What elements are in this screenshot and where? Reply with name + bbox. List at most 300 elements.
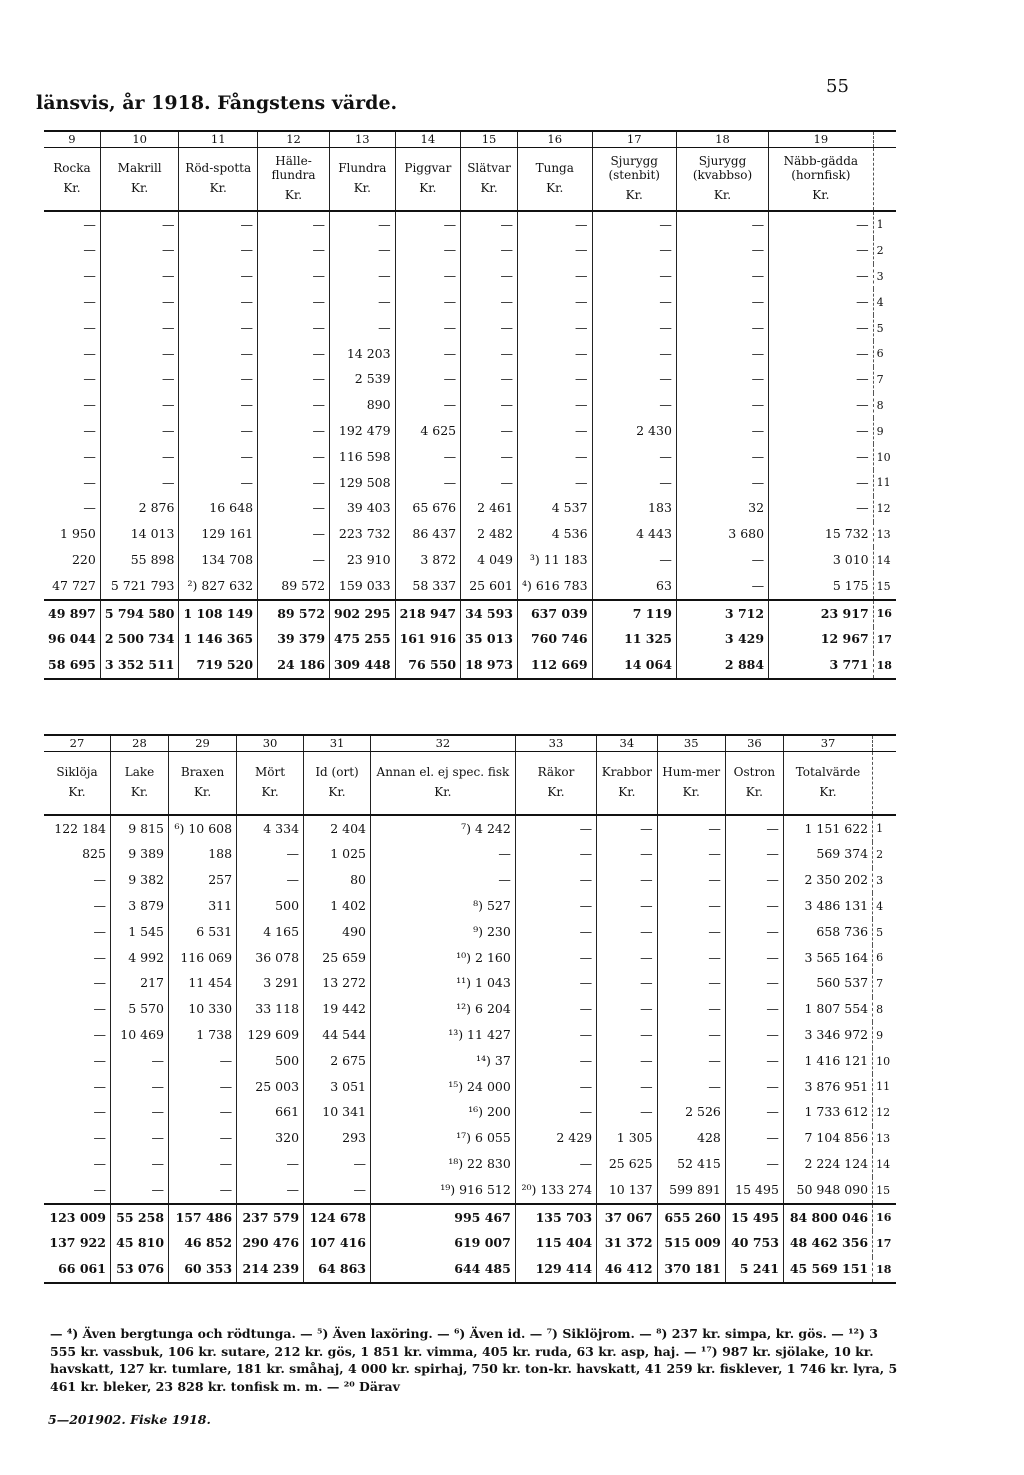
column-name: Hälle-flundra: [271, 154, 316, 183]
table-cell: —: [93, 949, 106, 965]
table-cell: 825: [82, 846, 106, 862]
table-cell: 661: [237, 1100, 304, 1126]
table-cell: —: [676, 264, 768, 290]
row-number: 10: [873, 444, 896, 470]
table-cell: —: [258, 393, 330, 419]
catch-value-table-2: [44, 734, 896, 1284]
table-cell: 760 746: [517, 627, 592, 653]
row-number: 11: [873, 1074, 896, 1100]
column-unit: Kr.: [130, 785, 149, 799]
table-cell: —: [592, 470, 676, 496]
table-cell: —: [93, 1001, 106, 1017]
table-cell: —: [258, 211, 330, 238]
table-cell: —: [597, 997, 657, 1023]
table-cell: —: [769, 444, 874, 470]
column-name: Siklöja: [56, 765, 98, 780]
row-number: 17: [873, 627, 896, 653]
column-number: 28: [110, 735, 168, 752]
table-cell: —: [330, 264, 396, 290]
column-unit: Kr.: [745, 785, 763, 799]
table-cell: 1 545: [110, 919, 168, 945]
table-cell: 11 325: [592, 627, 676, 653]
table-cell: —: [597, 1022, 657, 1048]
column-name: Sjurygg (kvabbso): [692, 154, 753, 183]
table-cell: 2 350 202: [783, 868, 872, 894]
table-cell: —: [597, 1048, 657, 1074]
table-cell: 217: [110, 971, 168, 997]
table-cell: —: [515, 1022, 596, 1048]
column-header: [100, 148, 179, 212]
table-cell: 5 175: [769, 573, 874, 600]
table-cell: —: [395, 470, 461, 496]
column-name: Annan el. ej spec. fisk: [376, 765, 510, 780]
table-cell: 32: [676, 496, 768, 522]
table-cell: —: [83, 319, 96, 335]
table-cell: —: [515, 893, 596, 919]
table-cell: ¹³) 11 427: [371, 1022, 516, 1048]
table-cell: 37 067: [597, 1204, 657, 1231]
table-cell: 2 526: [657, 1100, 725, 1126]
row-number: 13: [873, 522, 896, 548]
table-cell: 12 967: [769, 627, 874, 653]
table-cell: 223 732: [330, 522, 396, 548]
table-cell: —: [769, 496, 874, 522]
table-cell: —: [93, 1156, 106, 1171]
table-cell: 5 794 580: [100, 600, 179, 627]
column-number: 17: [592, 131, 676, 148]
table-cell: —: [769, 264, 874, 290]
row-number: 12: [873, 1100, 896, 1126]
table-cell: ¹⁰) 2 160: [371, 945, 516, 971]
table-cell: —: [517, 289, 592, 315]
column-number: 33: [515, 735, 596, 752]
table-cell: 500: [237, 1048, 304, 1074]
table-cell: —: [258, 264, 330, 290]
table-cell: —: [517, 470, 592, 496]
table-row: [44, 444, 896, 470]
column-unit: Kr.: [618, 785, 636, 799]
column-number: 29: [169, 735, 237, 752]
table-cell: —: [461, 393, 518, 419]
table-cell: 52 415: [657, 1151, 725, 1177]
table-cell: —: [676, 211, 768, 238]
table-cell: 4 625: [395, 418, 461, 444]
table-cell: 183: [592, 496, 676, 522]
column-unit: Kr.: [63, 181, 81, 195]
column-unit: Kr.: [713, 187, 732, 202]
table-cell: —: [371, 868, 516, 894]
table-cell: —: [676, 547, 768, 573]
table-row: [44, 522, 896, 548]
table-cell: ⁷) 4 242: [371, 815, 516, 842]
table-cell: 2 224 124: [783, 1151, 872, 1177]
table-cell: 188: [169, 842, 237, 868]
table-cell: 1 402: [304, 893, 371, 919]
table-cell: —: [657, 815, 725, 842]
column-header: [44, 148, 100, 212]
table-cell: 2 461: [461, 496, 518, 522]
table-cell: —: [258, 367, 330, 393]
row-number: 12: [873, 496, 896, 522]
table-cell: —: [93, 898, 106, 914]
table-cell: 63: [592, 573, 676, 600]
table-cell: —: [597, 842, 657, 868]
table-cell: —: [395, 393, 461, 419]
table-cell: 2 876: [100, 496, 179, 522]
table-cell: ⁶) 10 608: [169, 815, 237, 842]
table-cell: 124 678: [304, 1204, 371, 1231]
column-number: 32: [371, 735, 516, 752]
table-cell: —: [83, 371, 96, 387]
table-cell: —: [93, 923, 106, 939]
table-cell: 25 601: [461, 573, 518, 600]
table-cell: 64 863: [304, 1257, 371, 1284]
table-cell: —: [592, 367, 676, 393]
table-cell: —: [515, 997, 596, 1023]
column-header: [179, 148, 258, 212]
row-number: 9: [873, 1022, 896, 1048]
table-cell: —: [725, 893, 783, 919]
table-cell: —: [93, 1181, 106, 1197]
table-cell: 123 009: [44, 1204, 110, 1231]
row-number: 18: [873, 653, 896, 680]
table-cell: —: [110, 1126, 168, 1152]
table-cell: 3 712: [676, 600, 768, 627]
table-cell: 39 379: [258, 627, 330, 653]
table-cell: 7 104 856: [783, 1126, 872, 1152]
table-cell: —: [395, 367, 461, 393]
table-cell: 637 039: [517, 600, 592, 627]
table-row: [44, 1074, 896, 1100]
table-cell: 2 539: [330, 367, 396, 393]
column-unit: Kr.: [193, 785, 212, 799]
column-name: Tunga: [535, 161, 574, 176]
table-row: [44, 470, 896, 496]
table-cell: 1 305: [597, 1126, 657, 1152]
table-cell: 1 146 365: [179, 627, 258, 653]
column-name: Lake: [124, 765, 155, 780]
table-cell: —: [517, 418, 592, 444]
table-cell: —: [237, 868, 304, 894]
table-cell: —: [169, 1177, 237, 1204]
column-number: 14: [395, 131, 461, 148]
table-cell: —: [769, 470, 874, 496]
table-cell: —: [657, 842, 725, 868]
table-cell: —: [100, 211, 179, 238]
table-cell: ⁸) 527: [371, 893, 516, 919]
row-number: 5: [873, 315, 896, 341]
row-number: 9: [873, 418, 896, 444]
table-cell: —: [461, 470, 518, 496]
table-cell: 1 108 149: [179, 600, 258, 627]
table-cell: —: [676, 238, 768, 264]
table-row: [44, 868, 896, 894]
catch-value-table-1: [44, 130, 896, 680]
table-cell: —: [769, 341, 874, 367]
row-number: 14: [873, 547, 896, 573]
table-row: [44, 315, 896, 341]
table-cell: —: [657, 868, 725, 894]
column-unit: Kr.: [625, 187, 643, 202]
table-row: [44, 1151, 896, 1177]
column-name: Krabbor: [601, 765, 652, 780]
table-cell: 3 486 131: [783, 893, 872, 919]
column-name: Räkor: [537, 765, 575, 780]
table-cell: —: [657, 945, 725, 971]
table-cell: 157 486: [169, 1204, 237, 1231]
row-number: 1: [873, 211, 896, 238]
table-cell: 96 044: [48, 631, 96, 647]
table-row: [44, 627, 896, 653]
table-cell: 9 389: [110, 842, 168, 868]
column-header: [110, 752, 168, 816]
table-cell: 560 537: [783, 971, 872, 997]
table-cell: 3 879: [110, 893, 168, 919]
table-cell: —: [657, 919, 725, 945]
table-cell: —: [676, 367, 768, 393]
row-number: 4: [873, 893, 896, 919]
table-cell: —: [597, 893, 657, 919]
table-cell: —: [110, 1100, 168, 1126]
column-header: [597, 752, 657, 816]
table-cell: —: [461, 211, 518, 238]
table-cell: —: [515, 1048, 596, 1074]
row-number: 13: [873, 1126, 896, 1152]
column-number: 35: [657, 735, 725, 752]
table-cell: ¹¹) 1 043: [371, 971, 516, 997]
table-cell: 309 448: [330, 653, 396, 680]
table-cell: 161 916: [395, 627, 461, 653]
column-header: [237, 752, 304, 816]
table-cell: —: [83, 216, 96, 232]
table-cell: —: [258, 289, 330, 315]
table-cell: 5 721 793: [100, 573, 179, 600]
table-cell: —: [592, 238, 676, 264]
table-cell: —: [461, 444, 518, 470]
column-unit: Kr.: [209, 181, 227, 195]
table-cell: —: [592, 264, 676, 290]
table-cell: 257: [169, 868, 237, 894]
table-cell: 16 648: [179, 496, 258, 522]
column-number-row: [44, 735, 896, 752]
table-row: [44, 341, 896, 367]
table-cell: —: [100, 367, 179, 393]
row-number: 7: [873, 971, 896, 997]
row-number: 10: [873, 1048, 896, 1074]
table-cell: —: [676, 573, 768, 600]
table-cell: —: [517, 238, 592, 264]
table-cell: —: [169, 1074, 237, 1100]
table-cell: 159 033: [330, 573, 396, 600]
column-header: [676, 148, 768, 212]
table-cell: —: [237, 1151, 304, 1177]
table-cell: 115 404: [515, 1231, 596, 1257]
column-name: Rocka: [53, 161, 91, 176]
table-cell: 49 897: [44, 600, 100, 627]
table-cell: —: [330, 238, 396, 264]
table-cell: 58 337: [395, 573, 461, 600]
table-cell: —: [725, 971, 783, 997]
table-cell: —: [657, 1048, 725, 1074]
table-cell: 14 064: [592, 653, 676, 680]
table-cell: 129 161: [179, 522, 258, 548]
row-number-header: [873, 131, 896, 148]
table-cell: 1 950: [60, 526, 96, 542]
table-cell: 1 738: [169, 1022, 237, 1048]
table-cell: 3 352 511: [100, 653, 179, 680]
table-cell: 370 181: [657, 1257, 725, 1284]
table-cell: —: [725, 1022, 783, 1048]
table-cell: —: [597, 971, 657, 997]
table-cell: —: [676, 393, 768, 419]
table-row: [44, 289, 896, 315]
table-cell: —: [769, 315, 874, 341]
table-cell: 18 973: [461, 653, 518, 680]
table-cell: —: [100, 289, 179, 315]
table-cell: —: [461, 367, 518, 393]
row-number: 16: [873, 600, 896, 627]
table-cell: —: [725, 945, 783, 971]
column-number: 12: [258, 131, 330, 148]
table-cell: —: [517, 444, 592, 470]
table-cell: 10 330: [169, 997, 237, 1023]
table-cell: 569 374: [783, 842, 872, 868]
table-cell: 13 272: [304, 971, 371, 997]
table-cell: 890: [330, 393, 396, 419]
table-cell: —: [83, 268, 96, 284]
table-cell: —: [769, 238, 874, 264]
table-cell: —: [93, 1130, 106, 1146]
column-unit: Kr.: [261, 785, 279, 799]
table-cell: —: [110, 1151, 168, 1177]
table-cell: 1 733 612: [783, 1100, 872, 1126]
table-cell: 24 186: [258, 653, 330, 680]
column-header: [44, 752, 110, 816]
row-number: 18: [873, 1257, 896, 1284]
table-cell: —: [517, 264, 592, 290]
table-cell: —: [258, 315, 330, 341]
table-cell: 3 291: [237, 971, 304, 997]
column-header-row: [44, 148, 896, 212]
column-unit: Kr.: [419, 181, 437, 195]
table-cell: ²⁰) 133 274: [515, 1177, 596, 1204]
table-cell: 36 078: [237, 945, 304, 971]
table-cell: 2 675: [304, 1048, 371, 1074]
column-unit: Kr.: [546, 181, 564, 195]
table-cell: 129 414: [515, 1257, 596, 1284]
table-cell: —: [179, 289, 258, 315]
column-header-row: [44, 752, 896, 816]
column-name: Sjurygg (stenbit): [608, 154, 660, 183]
table-cell: —: [179, 418, 258, 444]
column-number: 11: [179, 131, 258, 148]
table-cell: —: [100, 393, 179, 419]
table-cell: —: [592, 393, 676, 419]
table-cell: —: [83, 345, 96, 361]
table-cell: —: [330, 211, 396, 238]
table-cell: —: [597, 1074, 657, 1100]
footnotes: — ⁴) Även bergtunga och rödtunga. — ⁵) Även laxöring. — ⁶) Även id. — ⁷) Siklöjrom. — ⁸) 237 kr. simpa, kr. gös. — ¹²) 3 555 kr. vassbuk, 106 kr. sutare, 212 kr. gös, 1 851 kr. vimma, 405 kr. ruda, 63 kr. asp, haj. — ¹⁷) 987 kr. sjölake, 10 kr. havskatt, 127 kr. tumlare, 181 kr. småhaj, 4 000 kr. spirhaj, 750 kr. ton-kr. havskatt, 41 259 kr. fisklever, 1 746 kr. lyra, 5 461 kr. bleker, 23 828 kr. tonfisk m. m. — ²⁰ Därav: [50, 1326, 898, 1394]
table-cell: ¹⁹) 916 512: [371, 1177, 516, 1204]
table-cell: 290 476: [237, 1231, 304, 1257]
table-cell: 2 429: [515, 1126, 596, 1152]
table-row: [44, 496, 896, 522]
table-cell: ¹⁸) 22 830: [371, 1151, 516, 1177]
table-cell: —: [83, 294, 96, 310]
table-cell: —: [592, 289, 676, 315]
table-cell: —: [597, 945, 657, 971]
table-cell: —: [461, 418, 518, 444]
column-unit: Kr.: [68, 785, 86, 799]
table-cell: —: [657, 1022, 725, 1048]
row-number: 3: [873, 868, 896, 894]
table-cell: —: [110, 1177, 168, 1204]
column-number: 18: [676, 131, 768, 148]
table-cell: 48 462 356: [783, 1231, 872, 1257]
row-number: 8: [873, 997, 896, 1023]
table-cell: —: [725, 1126, 783, 1152]
column-unit: Kr.: [547, 785, 565, 799]
table-row: [44, 600, 896, 627]
table-cell: 25 003: [237, 1074, 304, 1100]
table-cell: 53 076: [110, 1257, 168, 1284]
table-cell: —: [395, 211, 461, 238]
table-cell: —: [592, 315, 676, 341]
table-cell: —: [676, 315, 768, 341]
table-cell: 2 500 734: [100, 627, 179, 653]
table-cell: 3 876 951: [783, 1074, 872, 1100]
table-cell: —: [769, 418, 874, 444]
table-cell: ⁹) 230: [371, 919, 516, 945]
row-number: 17: [873, 1231, 896, 1257]
table-cell: —: [258, 341, 330, 367]
row-number-header: [873, 148, 896, 212]
table-cell: —: [769, 367, 874, 393]
table-cell: 3 010: [769, 547, 874, 573]
table-row: [44, 815, 896, 842]
column-number: 36: [725, 735, 783, 752]
table-cell: 89 572: [258, 600, 330, 627]
table-cell: 122 184: [54, 820, 106, 836]
column-name: Mört: [255, 765, 286, 780]
table-cell: —: [592, 547, 676, 573]
table-cell: 55 258: [110, 1204, 168, 1231]
table-cell: 220: [71, 552, 96, 567]
table-cell: 995 467: [371, 1204, 516, 1231]
table-cell: 15 495: [725, 1204, 783, 1231]
table-cell: —: [371, 842, 516, 868]
table-cell: —: [237, 1177, 304, 1204]
table-cell: —: [461, 289, 518, 315]
table-cell: 599 891: [657, 1177, 725, 1204]
table-cell: —: [725, 1151, 783, 1177]
table-cell: 3 429: [676, 627, 768, 653]
table-cell: 60 353: [169, 1257, 237, 1284]
table-cell: 19 442: [304, 997, 371, 1023]
table-cell: 44 544: [304, 1022, 371, 1048]
table-cell: 1 025: [304, 842, 371, 868]
table-cell: —: [179, 238, 258, 264]
table-cell: 23 910: [330, 547, 396, 573]
column-header: [517, 148, 592, 212]
column-unit: Kr.: [812, 187, 830, 202]
table-cell: 45 569 151: [783, 1257, 872, 1284]
table-cell: —: [592, 341, 676, 367]
table-cell: ⁴) 616 783: [517, 573, 592, 600]
table-cell: —: [517, 367, 592, 393]
table-cell: 135 703: [515, 1204, 596, 1231]
column-name: Slätvar: [467, 161, 511, 176]
